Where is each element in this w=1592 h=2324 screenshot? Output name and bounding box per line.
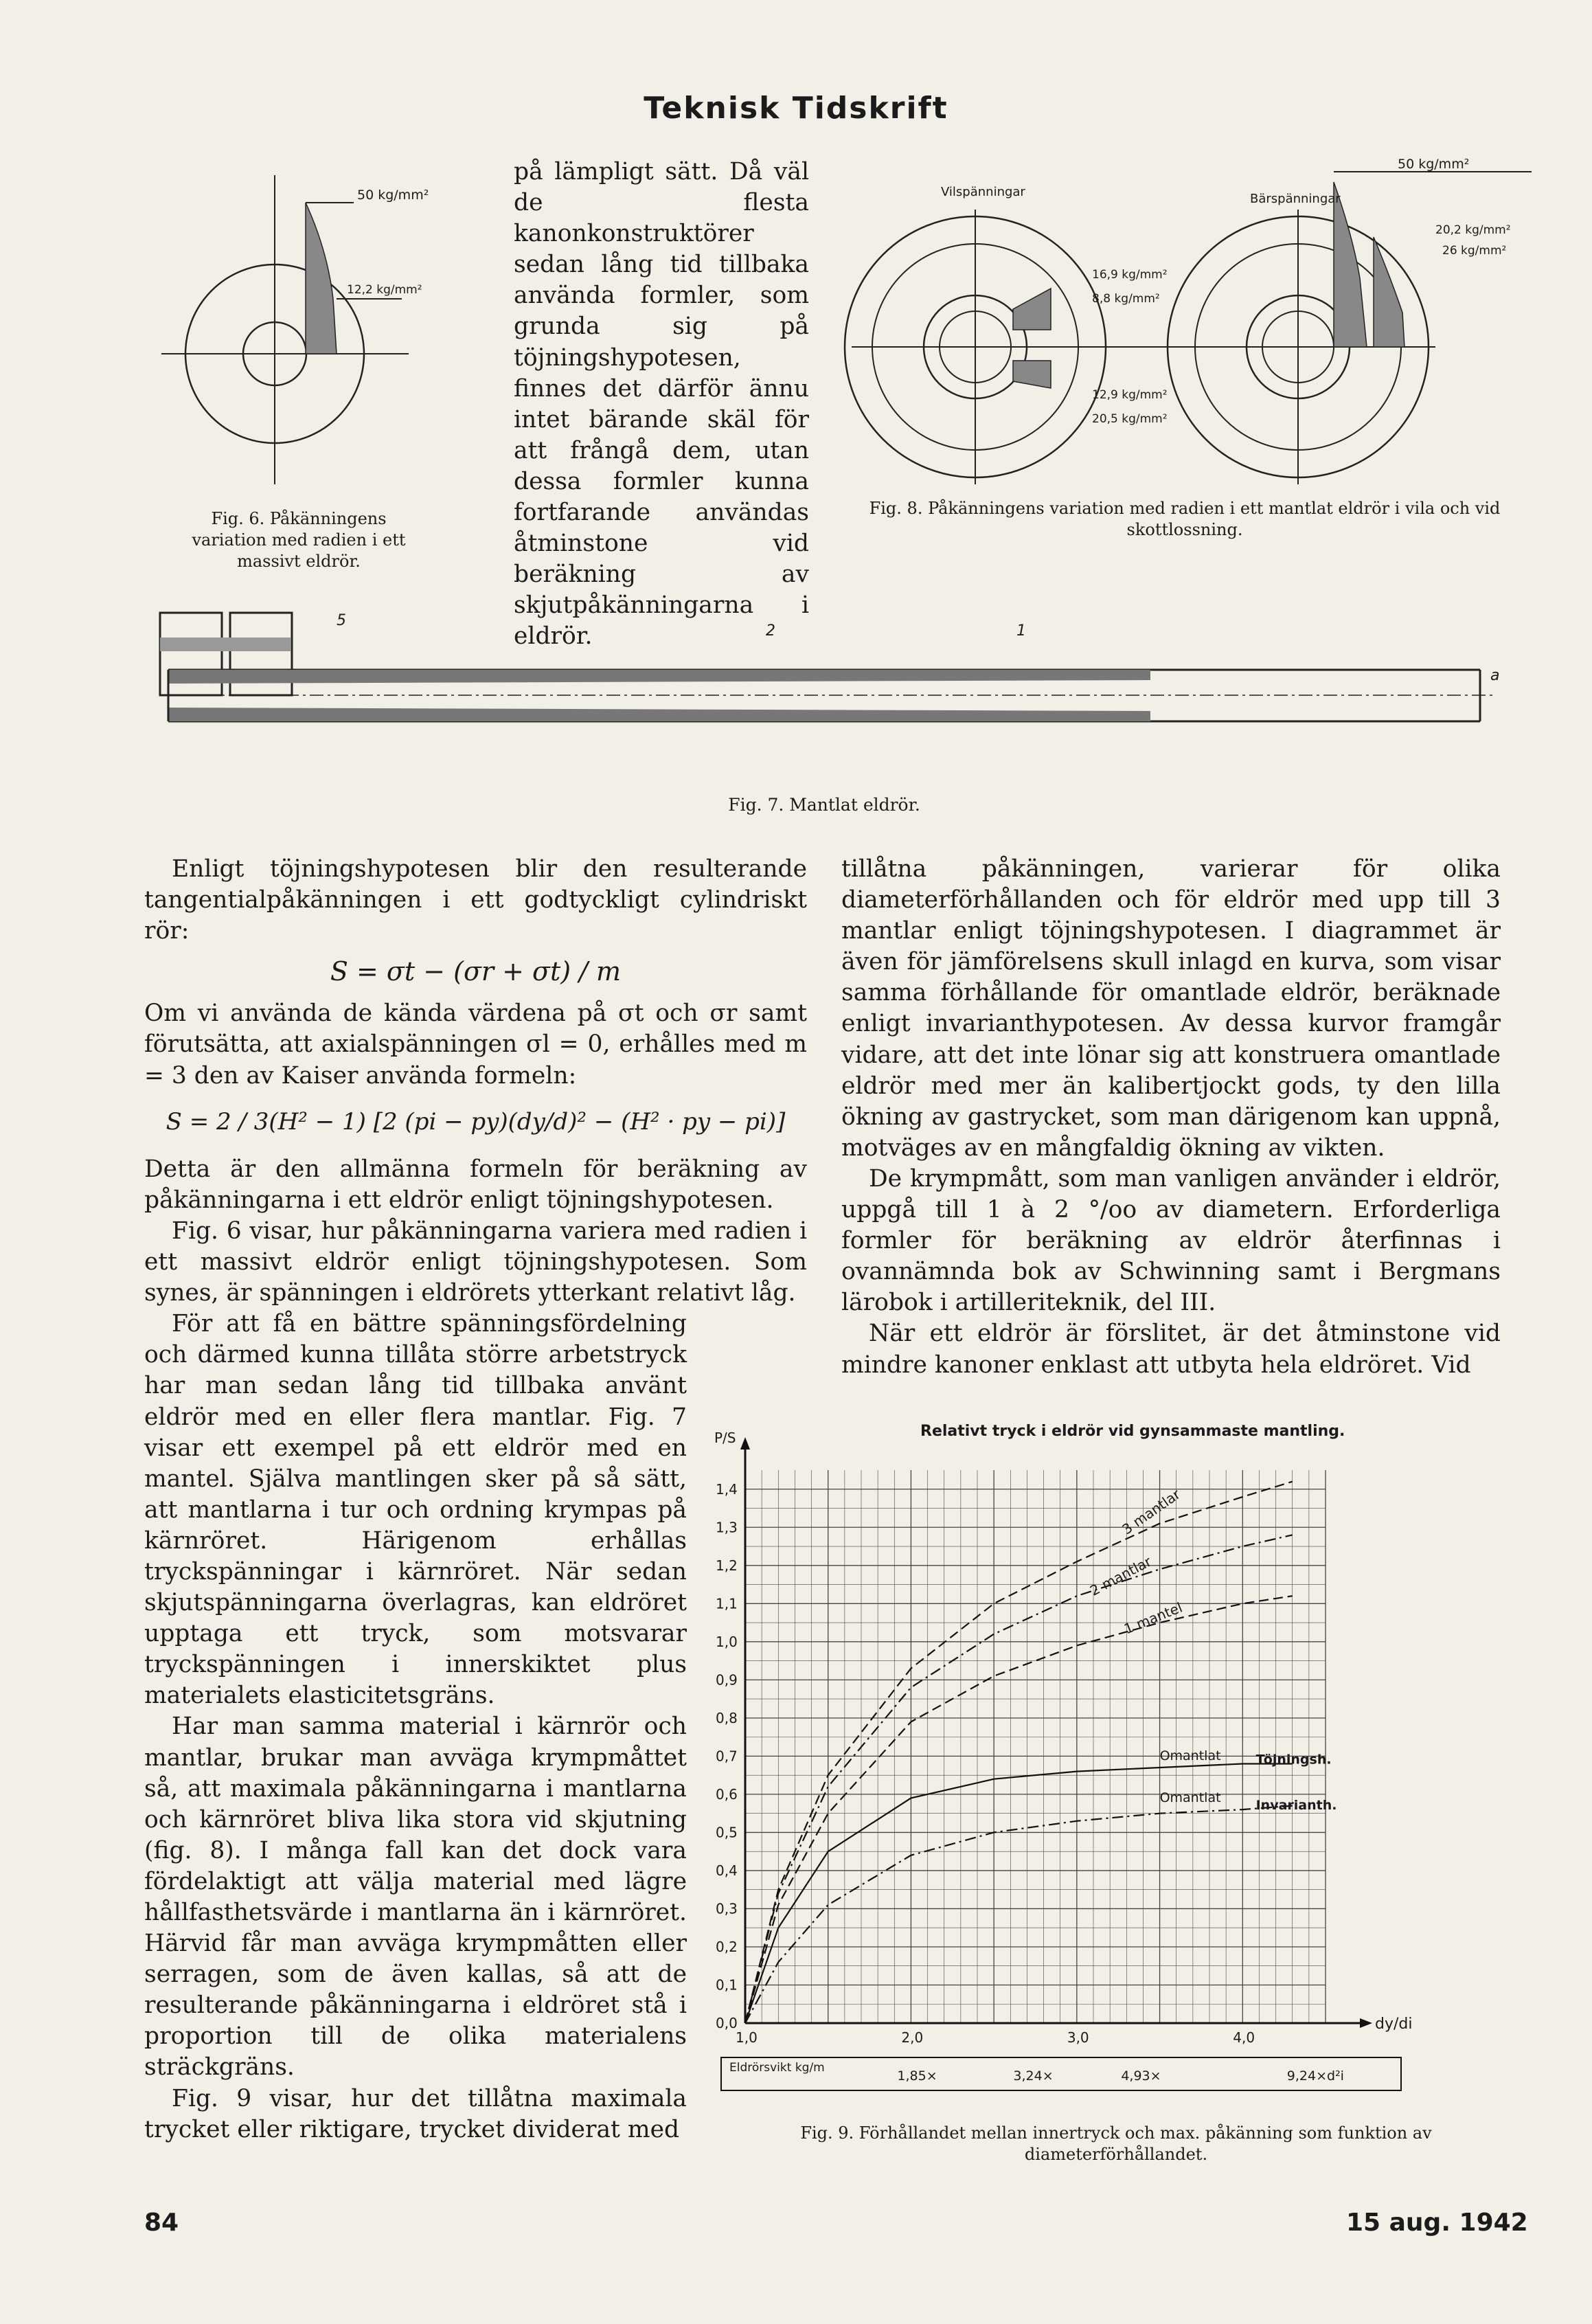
formula-2: S = 2 / 3(H² − 1) [2 (pi − py)(dy/d)² − (H² · py − pi)]: [166, 1107, 786, 1136]
formula-1: S = σt − (σr + σt) / m: [330, 956, 622, 987]
y-tick-label: 0,1: [716, 1976, 738, 1994]
series-label: 2 mantlar: [1087, 1553, 1155, 1599]
fig8-label-e: 50 kg/mm²: [1398, 157, 1470, 172]
weight-table-value: 9,24×d²i: [1286, 2068, 1344, 2084]
series-label: Omantlat: [1159, 1790, 1221, 1805]
left-p7: Fig. 9 visar, hur det tillåtna maximala trycket eller riktigare, trycket dividerat med: [144, 2084, 687, 2143]
right-p1: tillåtna påkänningen, varierar för olika diameterförhållanden och för eldrör med upp till 3 mantlar enligt töjningshypotesen. I diagrammet är även för jämförelsens skull inlagd en kurva, som visar samma förhållande för omantlade eldrör, beräknade enligt invarianthypotesen. Av dessa kurvor framgår vidare, att det inte lönar sig att konstruera omantlade eldrör med mer än kalibertjockt gods, ty den lilla ökning av gastrycket, som man därigenom kan uppnå, motväges av en mångfaldig ökning av vikten.: [841, 855, 1501, 1162]
fig8-label-vila: Vilspänningar: [941, 185, 1025, 199]
y-axis-label: P/S: [714, 1430, 736, 1446]
fig8-label-c: 12,9 kg/mm²: [1092, 388, 1168, 402]
y-tick-label: 0,3: [716, 1900, 738, 1917]
fig7-label-1: 1: [1016, 622, 1026, 640]
fig8-label-f: 20,2 kg/mm²: [1435, 223, 1511, 237]
right-column: [841, 854, 1501, 1381]
y-tick-label: 0,0: [716, 2015, 738, 2031]
series-label: Invarianth.: [1255, 1798, 1337, 1814]
left-p6: Har man samma material i kärnrör och mantlar, brukar man avväga krympmåttet så, att maximala påkänningarna i mantlarna och kärnröret bliva lika stora vid skjutning (fig. 8). I många fall kan det dock vara fördelaktigt att välja material med lägre hållfasthetsvärde i mantlarna än i kärnröret. Härvid får man avväga krympmåtten eller serragen, som de även kallas, så att de resulterande påkänningarna i eldröret stå i proportion till de olika materialens sträckgräns.: [144, 1713, 687, 2082]
x-tick-label: 4,0: [1233, 2029, 1255, 2046]
series-label: 3 mantlar: [1119, 1485, 1183, 1538]
figure-9-chart: [714, 1415, 1525, 2116]
y-tick-label: 0,8: [716, 1709, 738, 1726]
y-tick-label: 1,4: [716, 1480, 738, 1498]
x-tick-label: 2,0: [901, 2029, 924, 2046]
y-tick-label: 0,4: [716, 1862, 738, 1879]
y-tick-label: 1,3: [716, 1519, 738, 1536]
right-p3: När ett eldrör är förslitet, är det åtminstone vid mindre kanoner enklast att utbyta hela eldröret. Vid: [841, 1320, 1501, 1379]
series-label: 1 mantel: [1122, 1599, 1185, 1638]
fig7-label-a: a: [1490, 667, 1500, 684]
text-top-middle-paragraph: på lämpligt sätt. Då väl de flesta kanonkonstruktörer sedan lång tid tillbaka använda formler, som grunda sig på töjningshypotesen, finnes det därför ännu intet bärande skäl för att frångå dem, utan dessa formler kunna fortfarande användas åtminstone vid beräkning av skjutpåkänningarna i eldrör.: [514, 158, 809, 651]
fig8-label-bar: Bärspänningar: [1250, 192, 1341, 206]
figure-8: [845, 155, 1532, 498]
fig7-label-5: 5: [337, 612, 346, 629]
x-axis-label: dy/di: [1375, 2016, 1413, 2033]
fig8-label-d: 20,5 kg/mm²: [1092, 412, 1168, 426]
right-p2: De krympmått, som man vanligen använder i eldrör, uppgå till 1 à 2 °/oo av diametern. Erforderliga formler för beräkning av eldrör återfinnas i ovannämnda bok av Schwinning samt i Bergmans lärobok i artilleriteknik, del III.: [841, 1164, 1501, 1317]
y-axis-arrow: [740, 1437, 750, 1449]
issue-date: 15 aug. 1942: [1346, 2209, 1528, 2237]
series-label: Omantlat: [1159, 1748, 1221, 1763]
series-label: Töjningsh.: [1255, 1752, 1332, 1768]
fig8-label-g: 26 kg/mm²: [1442, 244, 1507, 258]
text-top-middle: [514, 157, 809, 653]
fig6-label-inner: 12,2 kg/mm²: [347, 283, 422, 297]
fig8-caption: Fig. 8. Påkänningens variation med radien i ett mantlat eldrör i vila och vid skottlossning.: [869, 499, 1501, 539]
fig9-caption: Fig. 9. Förhållandet mellan innertryck och max. påkänning som funktion av diameterförhållandet.: [800, 2123, 1432, 2164]
figure-6: [148, 161, 429, 505]
figure-7-barrel: [155, 605, 1501, 776]
fig8-label-a: 16,9 kg/mm²: [1092, 268, 1168, 282]
series-line: [745, 1596, 1293, 2023]
x-axis-arrow: [1360, 2018, 1372, 2028]
x-tick-label: 3,0: [1067, 2029, 1089, 2046]
y-tick-label: 0,5: [716, 1824, 738, 1841]
page-number: 84: [144, 2209, 179, 2237]
weight-table-value: 4,93×: [1121, 2068, 1161, 2084]
y-tick-label: 0,6: [716, 1785, 738, 1803]
weight-table-header: Eldrörsvikt kg/m: [729, 2061, 825, 2075]
fig7-label-2: 2: [766, 622, 775, 640]
left-p4: Fig. 6 visar, hur påkänningarna variera med radien i ett massivt eldrör enligt töjningshypotesen. Som synes, är spänningen i eldrörets ytterkant relativt låg.: [144, 1217, 807, 1307]
series-line: [745, 1806, 1293, 2023]
fig7-caption: Fig. 7. Mantlat eldrör.: [728, 795, 920, 815]
weight-table-value: 1,85×: [897, 2068, 937, 2084]
y-tick-label: 1,1: [716, 1595, 738, 1612]
y-tick-label: 0,7: [716, 1748, 738, 1765]
left-p5: För att få en bättre spänningsfördelning och därmed kunna tillåta större arbetstryck har man sedan lång tid tillbaka använt eldrör med en eller flera mantlar. Fig. 7 visar ett exempel på ett eldrör med en mantel. Själva mantlingen sker på så sätt, att mantlarna i tur och ordning krympas på kärnröret. Härigenom erhållas tryckspänningar i kärnröret. När sedan skjutspänningarna överlagras, kan eldröret upptaga ett tryck, som motsvarar tryckspänningen i innerskiktet plus materialets elasticitetsgräns.: [144, 1310, 687, 1710]
x-tick-label: 1,0: [736, 2029, 758, 2046]
fig6-label-outer: 50 kg/mm²: [357, 188, 429, 203]
y-tick-label: 1,0: [716, 1633, 738, 1650]
series-line: [745, 1535, 1293, 2023]
y-tick-label: 1,2: [716, 1557, 738, 1574]
y-tick-label: 0,9: [716, 1671, 738, 1689]
fig6-caption: Fig. 6. Påkänningens variation med radien i ett massivt eldrör.: [192, 509, 406, 571]
fig8-label-b: 8,8 kg/mm²: [1092, 292, 1160, 306]
left-p3: Detta är den allmänna formeln för beräkning av påkänningarna i ett eldrör enligt töjningshypotesen.: [144, 1155, 807, 1214]
journal-title: Teknisk Tidskrift: [644, 91, 948, 126]
left-p1: Enligt töjningshypotesen blir den resulterande tangentialpåkänningen i ett godtyckligt cylindriskt rör:: [144, 855, 807, 945]
weight-table-value: 3,24×: [1013, 2068, 1054, 2084]
left-column: [144, 854, 807, 2145]
y-tick-label: 0,2: [716, 1938, 738, 1955]
left-p2: Om vi använda de kända värdena på σt och σr samt förutsätta, att axialspänningen σl = 0, erhålles med m = 3 den av Kaiser använda formeln:: [144, 1000, 807, 1090]
chart-title: Relativt tryck i eldrör vid gynsammaste mantling.: [920, 1423, 1345, 1440]
